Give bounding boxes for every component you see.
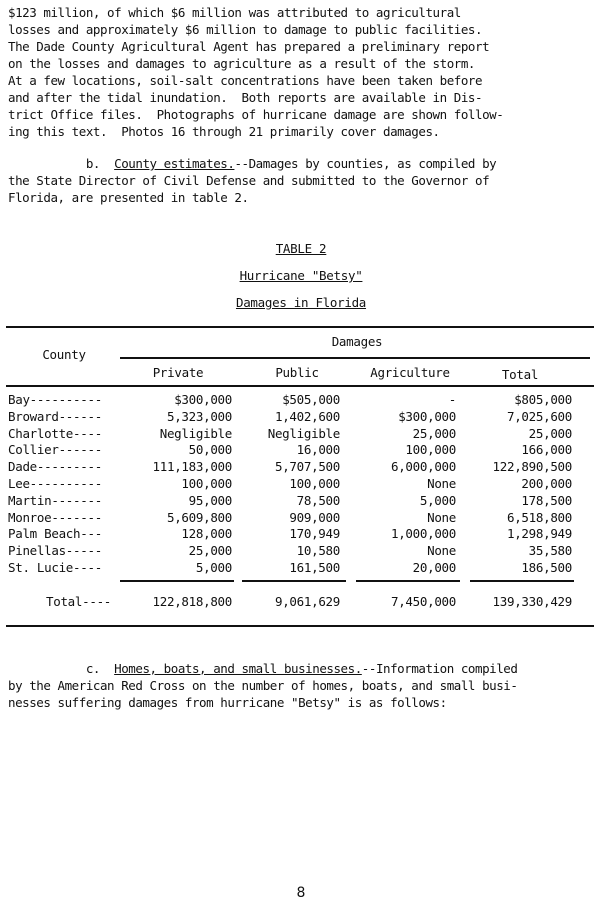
- row-public: Negligible: [267, 425, 340, 441]
- row-agriculture: None: [427, 476, 456, 491]
- intro-line: The Dade County Agricultural Agent has prepared a preliminary report: [8, 39, 490, 54]
- total-row-total: 139,330,429: [492, 594, 572, 609]
- row-private: 111,183,000: [152, 459, 232, 475]
- row-agriculture: 6,000,000: [390, 459, 456, 475]
- public-sum-rule: [242, 580, 346, 582]
- row-county: Lee----------: [8, 476, 102, 491]
- row-county: Pinellas-----: [8, 543, 102, 559]
- total-row-label: Total----: [46, 594, 112, 609]
- total-row-private: 122,818,800: [152, 594, 232, 609]
- table-title-text: Hurricane "Betsy": [239, 268, 363, 283]
- table-title: [0, 267, 602, 284]
- row-total: 122,890,500: [492, 459, 572, 475]
- table-header-rule: [6, 385, 594, 387]
- row-county: Bay----------: [8, 392, 102, 407]
- row-agriculture: 100,000: [405, 442, 456, 458]
- row-county: Martin-------: [8, 492, 102, 508]
- row-county: St. Lucie----: [8, 560, 102, 575]
- row-public: 1,402,600: [274, 408, 340, 424]
- section-c-indent: c.: [8, 661, 115, 676]
- row-public: 16,000: [296, 442, 340, 458]
- section-b-heading: County estimates.: [114, 156, 235, 171]
- row-county: Dade---------: [8, 459, 102, 475]
- intro-line: $123 million, of which $6 million was attributed to agricultural: [8, 5, 461, 20]
- section-b-text: --Damages by counties, as compiled by: [234, 156, 497, 171]
- row-private: Negligible: [159, 425, 232, 441]
- total-row-agriculture: 7,450,000: [390, 594, 456, 609]
- row-agriculture: 25,000: [412, 425, 456, 441]
- row-total: $805,000: [514, 392, 572, 407]
- section-b-indent: b.: [8, 156, 115, 171]
- row-public: $505,000: [282, 392, 340, 407]
- section-b-first-line: [8, 155, 598, 172]
- row-agriculture: 1,000,000: [390, 526, 456, 542]
- row-total: 25,000: [528, 425, 572, 441]
- section-c-line-3: nesses suffering damages from hurricane "Betsy" is as follows:: [8, 695, 447, 710]
- section-c-line-2: by the American Red Cross on the number of homes, boats, and small busi-: [8, 678, 518, 693]
- table-label-text: TABLE 2: [275, 241, 327, 256]
- row-total: 178,500: [521, 492, 572, 508]
- row-total: 200,000: [521, 476, 572, 491]
- row-agriculture: None: [427, 509, 456, 525]
- row-total: 166,000: [521, 442, 572, 458]
- section-c-first-line: [8, 660, 598, 677]
- table-top-rule: [6, 326, 594, 328]
- intro-line: and after the tidal inundation. Both reports are available in Dis-: [8, 90, 483, 105]
- row-private: 25,000: [188, 543, 232, 559]
- section-b-line-2: the State Director of Civil Defense and submitted to the Governor of: [8, 173, 490, 188]
- row-county: Broward------: [8, 408, 102, 424]
- page-number: 8: [296, 885, 306, 901]
- column-header-county: County: [42, 347, 86, 362]
- row-public: 161,500: [289, 560, 340, 575]
- row-agriculture: -: [448, 392, 456, 407]
- row-agriculture: 20,000: [412, 560, 456, 575]
- row-county: Palm Beach---: [8, 526, 102, 542]
- damages-group-rule: [120, 357, 590, 359]
- row-private: 50,000: [188, 442, 232, 458]
- column-group-header-damages: Damages: [331, 334, 383, 349]
- table-label: [0, 240, 602, 257]
- row-public: 909,000: [289, 509, 340, 525]
- row-total: 6,518,800: [506, 509, 572, 525]
- agriculture-sum-rule: [356, 580, 460, 582]
- row-total: 1,298,949: [506, 526, 572, 542]
- table-subtitle: [0, 294, 602, 311]
- row-private: 95,000: [188, 492, 232, 508]
- row-county: Charlotte----: [8, 425, 102, 441]
- row-total: 186,500: [521, 560, 572, 575]
- section-b-line-3: Florida, are presented in table 2.: [8, 190, 249, 205]
- row-private: 5,323,000: [166, 408, 232, 424]
- table-subtitle-text: Damages in Florida: [235, 295, 367, 310]
- intro-line: on the losses and damages to agriculture as a result of the storm.: [8, 56, 475, 71]
- row-county: Collier------: [8, 442, 102, 458]
- row-private: 5,000: [195, 560, 232, 575]
- intro-line: losses and approximately $6 million to damage to public facilities.: [8, 22, 483, 37]
- total-sum-rule: [470, 580, 574, 582]
- intro-line: At a few locations, soil-salt concentrations have been taken before: [8, 73, 483, 88]
- row-public: 78,500: [296, 492, 340, 508]
- column-header-private: Private: [152, 365, 204, 380]
- section-c-heading: Homes, boats, and small businesses.: [114, 661, 362, 676]
- private-sum-rule: [120, 580, 234, 582]
- row-agriculture: None: [427, 543, 456, 559]
- row-agriculture: $300,000: [398, 408, 456, 424]
- row-county: Monroe-------: [8, 509, 102, 525]
- table-bottom-rule: [6, 625, 594, 627]
- row-total: 35,580: [528, 543, 572, 559]
- intro-line: trict Office files. Photographs of hurricane damage are shown follow-: [8, 107, 504, 122]
- row-public: 10,580: [296, 543, 340, 559]
- row-total: 7,025,600: [506, 408, 572, 424]
- row-private: $300,000: [174, 392, 232, 407]
- intro-line: ing this text. Photos 16 through 21 primarily cover damages.: [8, 124, 440, 139]
- column-header-agriculture: Agriculture: [370, 365, 450, 380]
- row-public: 100,000: [289, 476, 340, 491]
- column-header-public: Public: [275, 365, 319, 380]
- row-public: 170,949: [289, 526, 340, 542]
- column-header-total: Total: [501, 367, 539, 382]
- section-c-text: --Information compiled: [361, 661, 518, 676]
- row-public: 5,707,500: [274, 459, 340, 475]
- row-agriculture: 5,000: [419, 492, 456, 508]
- row-private: 5,609,800: [166, 509, 232, 525]
- row-private: 100,000: [181, 476, 232, 491]
- total-row-public: 9,061,629: [274, 594, 340, 609]
- row-private: 128,000: [181, 526, 232, 542]
